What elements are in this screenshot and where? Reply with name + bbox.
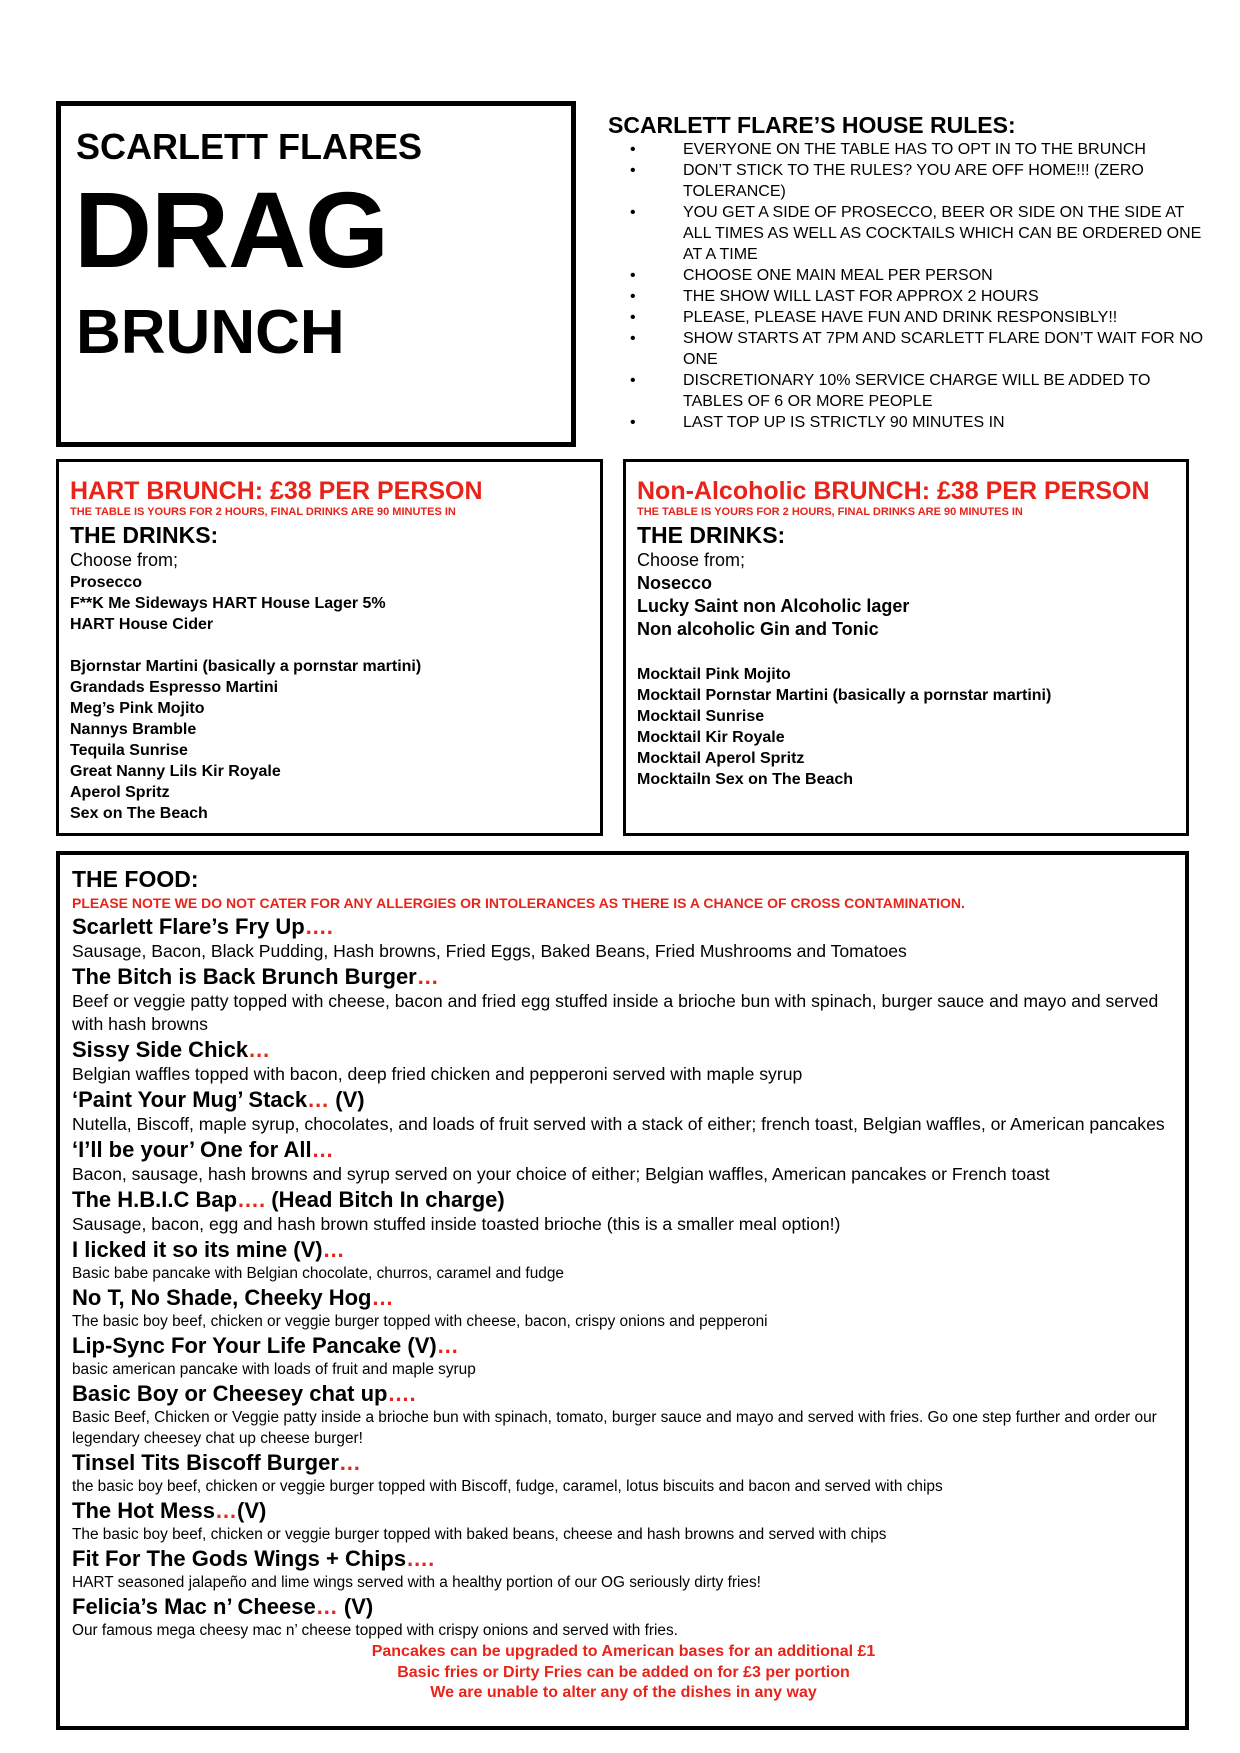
- dish-title: ‘I’ll be your’ One for All: [72, 1137, 312, 1162]
- cocktail-item: Bjornstar Martini (basically a pornstar martini): [70, 658, 422, 675]
- footer-note: We are unable to alter any of the dishes in any way: [430, 1684, 817, 1701]
- drink-item: Prosecco: [70, 574, 143, 591]
- title-drag: DRAG: [74, 169, 388, 290]
- house-rule-item: • THE SHOW WILL LAST FOR APPROX 2 HOURS: [608, 286, 1208, 307]
- drink-item: Nosecco: [637, 573, 713, 593]
- dish-item: [72, 1186, 1175, 1236]
- dish-dots: …: [416, 964, 439, 989]
- dish-description: The basic boy beef, chicken or veggie burger topped with baked beans, cheese and hash browns and served with chips: [72, 1526, 887, 1543]
- dish-name: [72, 1036, 1175, 1063]
- dish-title: The Hot Mess: [72, 1498, 216, 1523]
- cocktail-item: Grandads Espresso Martini: [70, 679, 279, 696]
- na-mocktails: [637, 664, 1176, 790]
- food-panel: [56, 851, 1189, 1730]
- dish-item: [72, 1497, 1175, 1545]
- dish-name: [72, 1284, 1175, 1311]
- dish-item: [72, 1086, 1175, 1136]
- hart-brunch-title: HART BRUNCH: £38 PER PERSON: [70, 477, 483, 505]
- na-brunch-note: THE TABLE IS YOURS FOR 2 HOURS, FINAL DRINKS ARE 90 MINUTES IN: [637, 506, 1023, 518]
- dish-title: Scarlett Flare’s Fry Up: [72, 914, 305, 939]
- dish-dots: …: [215, 1498, 238, 1523]
- mocktail-item: Mocktail Pink Mojito: [637, 666, 791, 683]
- dish-item: [72, 1284, 1175, 1332]
- dish-title: Lip-Sync For Your Life Pancake (V): [72, 1333, 437, 1358]
- dish-dots: …: [307, 1087, 330, 1112]
- drink-item: Lucky Saint non Alcoholic lager: [637, 596, 910, 616]
- dish-description: Basic Beef, Chicken or Veggie patty inside a brioche bun with spinach, tomato, burger sauce and mayo and served with fries. Go one step further and order our legendary cheesey chat up cheese burger!: [72, 1409, 1157, 1447]
- house-rule-item: • SHOW STARTS AT 7PM AND SCARLETT FLARE DON’T WAIT FOR NO ONE: [608, 328, 1208, 370]
- dish-description: Sausage, Bacon, Black Pudding, Hash browns, Fried Eggs, Baked Beans, Fried Mushrooms and Tomatoes: [72, 941, 907, 961]
- dish-title: I licked it so its mine (V): [72, 1237, 323, 1262]
- dish-title: Fit For The Gods Wings + Chips: [72, 1546, 407, 1571]
- dish-description: Belgian waffles topped with bacon, deep fried chicken and pepperoni served with maple syrup: [72, 1064, 803, 1084]
- dish-description: The basic boy beef, chicken or veggie burger topped with cheese, bacon, crispy onions and pepperoni: [72, 1313, 768, 1330]
- dish-description: Basic babe pancake with Belgian chocolate, churros, caramel and fudge: [72, 1265, 564, 1282]
- dish-list: [72, 913, 1175, 1641]
- dish-item: [72, 1449, 1175, 1497]
- cocktail-item: Tequila Sunrise: [70, 742, 188, 759]
- dish-name: [72, 1136, 1175, 1163]
- house-rule-item: • LAST TOP UP IS STRICTLY 90 MINUTES IN: [608, 412, 1208, 433]
- dish-item: [72, 1036, 1175, 1086]
- house-rule-item: • PLEASE, PLEASE HAVE FUN AND DRINK RESPONSIBLY!!: [608, 307, 1208, 328]
- dish-name: [72, 1332, 1175, 1359]
- dish-dots: …: [371, 1285, 394, 1310]
- dish-title: ‘Paint Your Mug’ Stack: [72, 1087, 308, 1112]
- house-rules-list: [608, 139, 1208, 433]
- na-choose-label: Choose from;: [637, 550, 746, 570]
- dish-item: [72, 963, 1175, 1036]
- dish-title: Tinsel Tits Biscoff Burger: [72, 1450, 339, 1475]
- cocktail-item: Nannys Bramble: [70, 721, 197, 738]
- dish-name: [72, 1186, 1175, 1213]
- na-drinks-heading: THE DRINKS:: [637, 522, 786, 548]
- dish-name: [72, 1086, 1175, 1113]
- house-rule-item: • DISCRETIONARY 10% SERVICE CHARGE WILL BE ADDED TO TABLES OF 6 OR MORE PEOPLE: [608, 370, 1208, 412]
- dish-name: [72, 1449, 1175, 1476]
- dish-name: [72, 1593, 1175, 1620]
- title-box: [56, 101, 576, 447]
- dish-dots: …: [248, 1037, 271, 1062]
- dish-dots: …: [338, 1450, 361, 1475]
- dish-title: The Bitch is Back Brunch Burger: [72, 964, 417, 989]
- dish-dots: …: [311, 1137, 334, 1162]
- dish-name: [72, 1545, 1175, 1572]
- hart-base-drinks: [70, 572, 590, 635]
- house-rules: [608, 112, 1208, 433]
- dish-dots: ….: [387, 1381, 416, 1406]
- mocktail-item: Mocktailn Sex on The Beach: [637, 771, 854, 788]
- dish-item: [72, 1236, 1175, 1284]
- dish-dots: …: [436, 1333, 459, 1358]
- dish-suffix: (Head Bitch In charge): [265, 1187, 505, 1212]
- brand-name: SCARLETT FLARES: [76, 126, 422, 167]
- dish-description: Our famous mega cheesy mac n’ cheese topped with crispy onions and served with fries.: [72, 1622, 678, 1639]
- dish-item: [72, 1545, 1175, 1593]
- house-rules-heading: SCARLETT FLARE’S HOUSE RULES:: [608, 112, 1016, 138]
- dish-name: [72, 1497, 1175, 1524]
- mocktail-item: Mocktail Pornstar Martini (basically a pornstar martini): [637, 687, 1052, 704]
- na-base-drinks: [637, 572, 1176, 641]
- dish-suffix: (V): [337, 1594, 374, 1619]
- dish-description: the basic boy beef, chicken or veggie burger topped with Biscoff, fudge, caramel, lotus biscuits and bacon and served with chips: [72, 1478, 943, 1495]
- drink-item: Non alcoholic Gin and Tonic: [637, 619, 879, 639]
- dish-suffix: (V): [329, 1087, 365, 1112]
- dish-item: [72, 1332, 1175, 1380]
- allergy-note: PLEASE NOTE WE DO NOT CATER FOR ANY ALLERGIES OR INTOLERANCES AS THERE IS A CHANCE OF CROSS CONTAMINATION.: [72, 895, 965, 911]
- cocktail-item: Meg’s Pink Mojito: [70, 700, 205, 717]
- non-alcoholic-brunch-panel: [623, 459, 1189, 836]
- drink-item: F**K Me Sideways HART House Lager 5%: [70, 595, 386, 612]
- dish-item: [72, 1593, 1175, 1641]
- house-rule-item: • EVERYONE ON THE TABLE HAS TO OPT IN TO THE BRUNCH: [608, 139, 1208, 160]
- dish-description: Nutella, Biscoff, maple syrup, chocolates, and loads of fruit served with a stack of either; french toast, Belgian waffles, or American pancakes: [72, 1114, 1165, 1134]
- dish-item: [72, 1136, 1175, 1186]
- dish-name: [72, 1380, 1175, 1407]
- hart-brunch-panel: [56, 459, 603, 836]
- food-heading: THE FOOD:: [72, 866, 199, 892]
- house-rule-item: • YOU GET A SIDE OF PROSECCO, BEER OR SIDE ON THE SIDE AT ALL TIMES AS WELL AS COCKTAILS WHICH CAN BE ORDERED ONE AT A TIME: [608, 202, 1208, 265]
- dish-item: [72, 1380, 1175, 1449]
- dish-name: [72, 1236, 1175, 1263]
- dish-description: Sausage, bacon, egg and hash brown stuffed inside toasted brioche (this is a smaller meal option!): [72, 1214, 841, 1234]
- dish-title: Basic Boy or Cheesey chat up: [72, 1381, 388, 1406]
- dish-dots: ….: [304, 914, 333, 939]
- dish-dots: …: [315, 1594, 338, 1619]
- hart-drinks-heading: THE DRINKS:: [70, 522, 219, 548]
- na-brunch-title: Non-Alcoholic BRUNCH: £38 PER PERSON: [637, 477, 1150, 505]
- dish-description: HART seasoned jalapeño and lime wings served with a healthy portion of our OG seriously dirty fries!: [72, 1574, 761, 1591]
- dish-name: [72, 913, 1175, 940]
- hart-brunch-note: THE TABLE IS YOURS FOR 2 HOURS, FINAL DRINKS ARE 90 MINUTES IN: [70, 506, 456, 518]
- house-rule-item: • DON’T STICK TO THE RULES? YOU ARE OFF HOME!!! (ZERO TOLERANCE): [608, 160, 1208, 202]
- hart-cocktails: [70, 656, 590, 824]
- house-rule-item: • CHOOSE ONE MAIN MEAL PER PERSON: [608, 265, 1208, 286]
- dish-dots: ….: [406, 1546, 435, 1571]
- dish-suffix: (V): [237, 1498, 267, 1523]
- dish-title: Sissy Side Chick: [72, 1037, 249, 1062]
- cocktail-item: Aperol Spritz: [70, 784, 170, 801]
- drink-item: HART House Cider: [70, 616, 214, 633]
- cocktail-item: Sex on The Beach: [70, 805, 208, 822]
- dish-title: No T, No Shade, Cheeky Hog: [72, 1285, 372, 1310]
- footer-note: Basic fries or Dirty Fries can be added on for £3 per portion: [397, 1663, 850, 1681]
- dish-description: Beef or veggie patty topped with cheese, bacon and fried egg stuffed inside a brioche bun with spinach, burger sauce and mayo and served with hash browns: [72, 991, 1159, 1034]
- footer-note: Pancakes can be upgraded to American bases for an additional £1: [371, 1643, 876, 1660]
- dish-description: basic american pancake with loads of fruit and maple syrup: [72, 1361, 476, 1378]
- food-footer-notes: [72, 1642, 1175, 1704]
- dish-description: Bacon, sausage, hash browns and syrup served on your choice of either; Belgian waffles, American pancakes or French toast: [72, 1164, 1050, 1184]
- dish-title: The H.B.I.C Bap: [72, 1187, 238, 1212]
- dish-dots: ….: [237, 1187, 266, 1212]
- title-brunch: BRUNCH: [76, 298, 345, 367]
- dish-dots: …: [322, 1237, 345, 1262]
- dish-title: Felicia’s Mac n’ Cheese: [72, 1594, 316, 1619]
- mocktail-item: Mocktail Sunrise: [637, 708, 765, 725]
- mocktail-item: Mocktail Aperol Spritz: [637, 750, 805, 767]
- dish-name: [72, 963, 1175, 990]
- mocktail-item: Mocktail Kir Royale: [637, 729, 785, 746]
- cocktail-item: Great Nanny Lils Kir Royale: [70, 763, 281, 780]
- dish-item: [72, 913, 1175, 963]
- hart-choose-label: Choose from;: [70, 550, 179, 570]
